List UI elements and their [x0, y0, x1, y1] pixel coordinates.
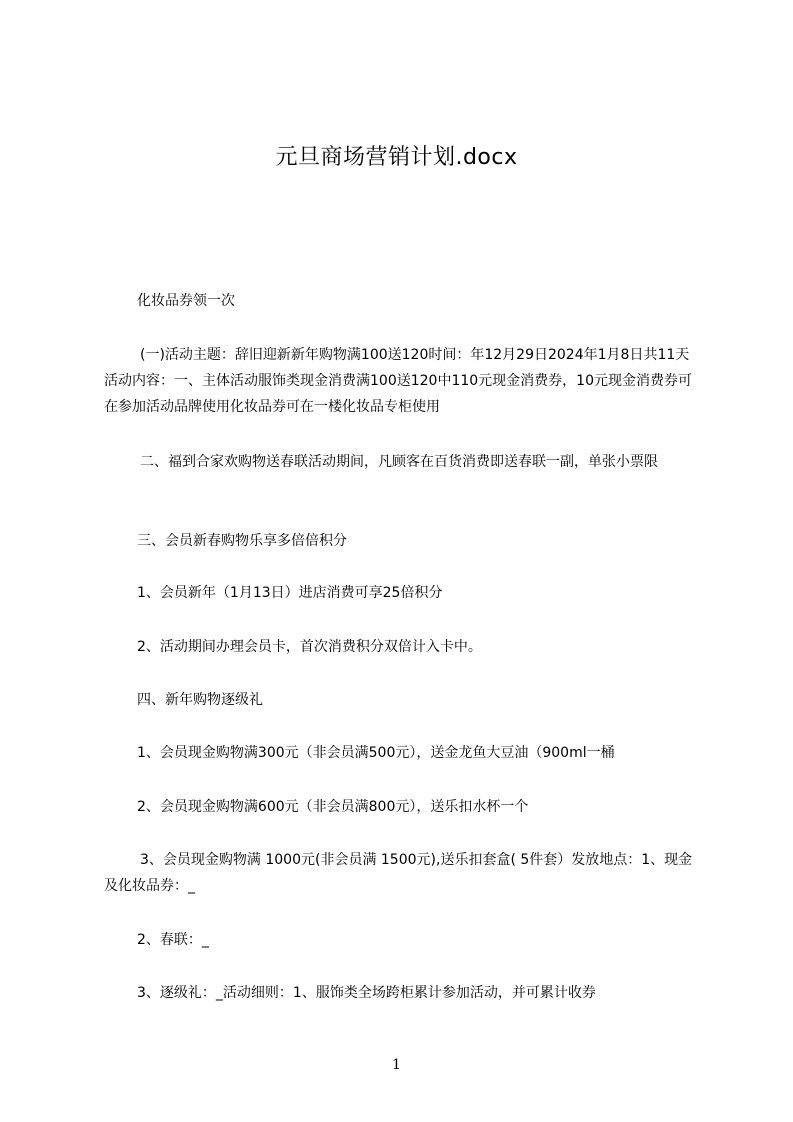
paragraph-couplets-location: 2、春联：_ [137, 932, 209, 948]
paragraph-points-item-2: 2、活动期间办理会员卡，首次消费积分双倍计入卡中。 [137, 639, 482, 655]
paragraph-activity-theme: (一)活动主题：辞旧迎新新年购物满100送120时间：年12月29日2024年1月8日共11天活动内容：一、主体活动服饰类现金消费满100送120中110元现金消费券，10元现金消费券可在参加活动品牌使用化妆品券可在一楼化妆品专柜使用 [104, 347, 692, 415]
paragraph-cosmetics-coupon: 化妆品券领一次 [137, 293, 235, 309]
paragraph-points-item-1: 1、会员新年（1月13日）进店消费可享25倍积分 [137, 585, 443, 601]
page-number: 1 [392, 1057, 401, 1073]
paragraph-gift-item-3: 3、会员现金购物满 1000元(非会员满 1500元),送乐扣套盒( 5件套）发放地点：1、现金及化妆品券：_ [104, 852, 693, 894]
document-title: 元旦商场营销计划.docx [275, 145, 518, 170]
paragraph-tiered-gift-details: 3、逐级礼：_活动细则：1、服饰类全场跨柜累计参加活动，并可累计收券 [137, 985, 596, 1001]
paragraph-gift-item-1: 1、会员现金购物满300元（非会员满500元），送金龙鱼大豆油（900ml一桶 [137, 745, 615, 761]
paragraph-tiered-gifts: 四、新年购物逐级礼 [137, 692, 263, 708]
paragraph-member-points: 三、会员新春购物乐享多倍倍积分 [137, 533, 347, 549]
paragraph-gift-item-2: 2、会员现金购物满600元（非会员满800元），送乐扣水杯一个 [137, 799, 529, 815]
paragraph-spring-couplets: 二、福到合家欢购物送春联活动期间，凡顾客在百货消费即送春联一副，单张小票限 [140, 454, 658, 470]
